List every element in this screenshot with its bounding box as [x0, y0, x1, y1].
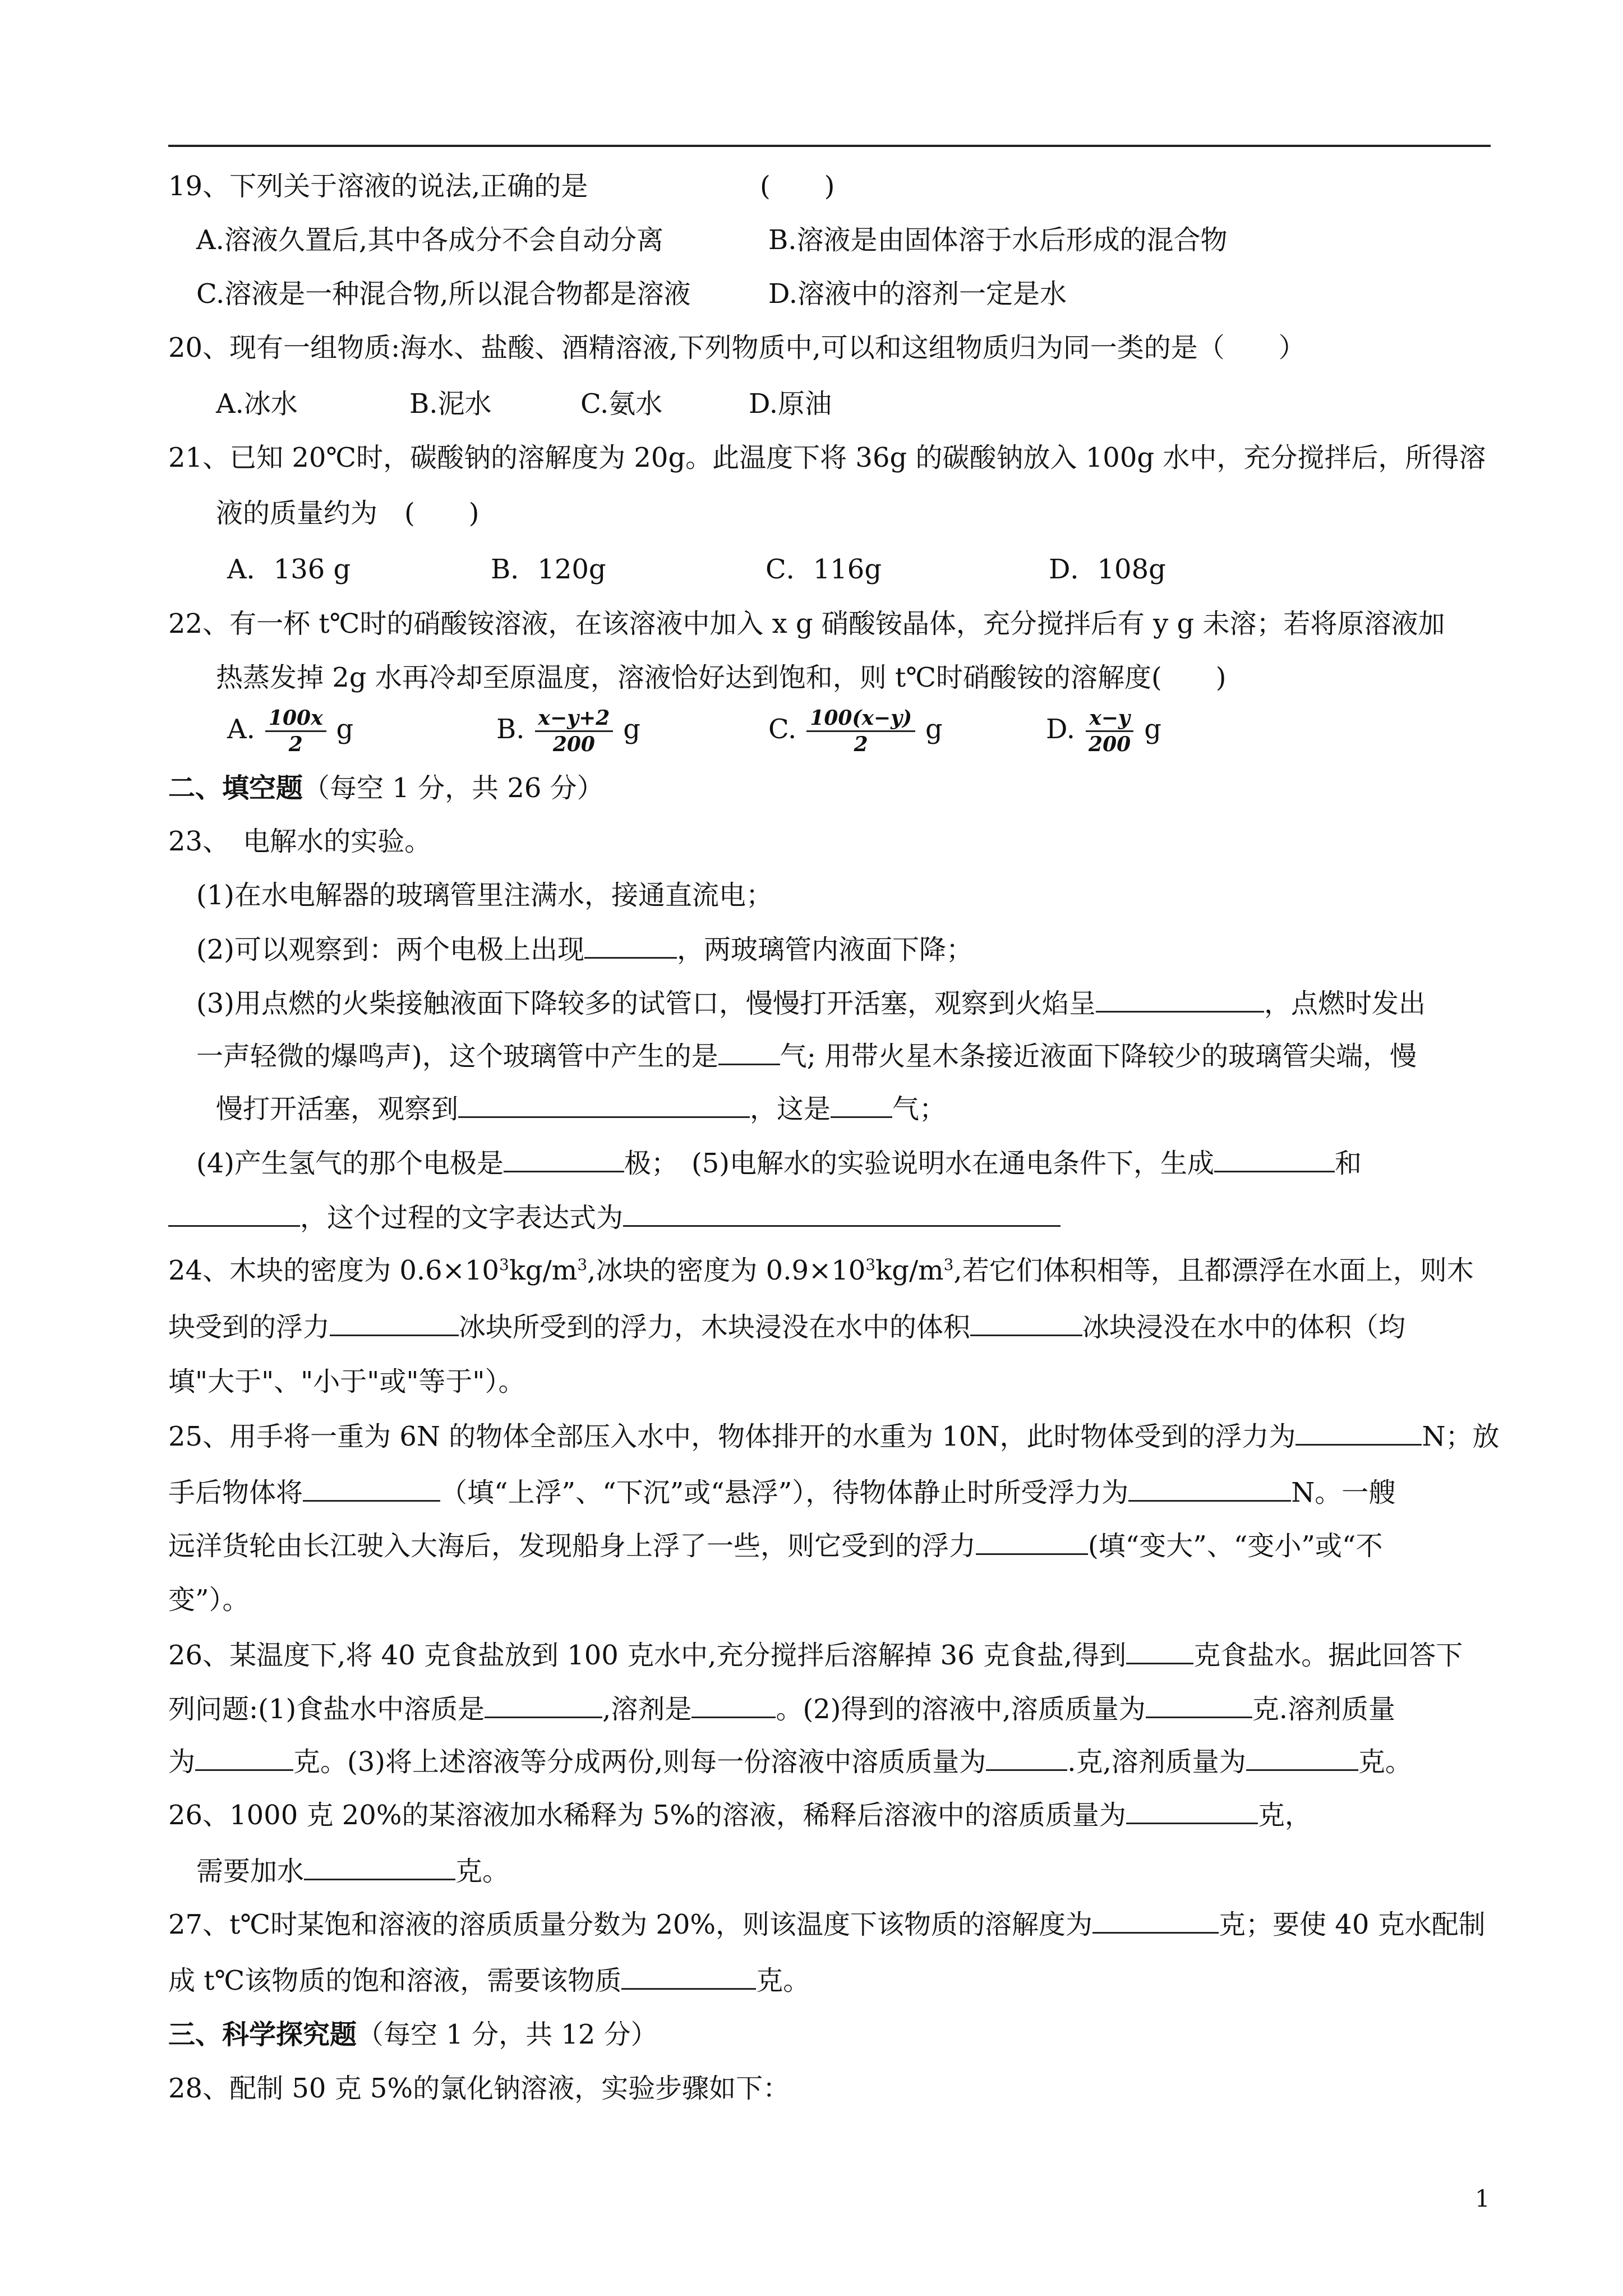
q22-b-fraction: $\frac{x-y+2}{200}$	[535, 706, 614, 757]
q22-c-fraction: $\frac{100(x-y)}{2}$	[806, 706, 915, 757]
answer-blank[interactable]	[458, 1092, 750, 1118]
q26a-line1: 26、某温度下,将 40 克食盐放到 100 克水中,充分搅拌后溶解掉 36 克食盐,得到 克食盐水。据此回答下	[168, 1638, 1463, 1672]
q21-stem-line1: 21、已知 20℃时，碳酸钠的溶解度为 20g。此温度下将 36g 的碳酸钠放入 100g 水中，充分搅拌后，所得溶	[168, 442, 1486, 473]
q21-option-d: D．108g	[1049, 554, 1166, 585]
page-number: 1	[1475, 2185, 1490, 2212]
answer-blank[interactable]	[970, 1310, 1082, 1336]
q24-line2: 块受到的浮力 冰块所受到的浮力，木块浸没在水中的体积 冰块浸没在水中的体积（均	[168, 1310, 1405, 1344]
q23-line7: ，这个过程的文字表达式为	[168, 1200, 1061, 1235]
q22-option-a: A. $\frac{100x}{2}$ g	[227, 706, 354, 756]
q22-d-fraction: $\frac{x-y}{200}$	[1085, 706, 1134, 757]
q23-line1: (1)在水电解器的玻璃管里注满水，接通直流电；	[196, 880, 773, 911]
answer-blank[interactable]	[195, 1745, 293, 1771]
q19-stem: 19、下列关于溶液的说法,正确的是	[168, 171, 588, 202]
q21-option-c: C．116g	[766, 554, 882, 585]
q24-line3: 填"大于"、"小于"或"等于"）。	[168, 1366, 525, 1397]
answer-blank[interactable]	[1126, 1638, 1193, 1664]
answer-blank[interactable]	[621, 1963, 756, 1990]
q20-option-a: A.冰水	[216, 388, 298, 420]
answer-blank[interactable]	[485, 1692, 602, 1718]
q23-line5: 慢打开活塞，观察到 ，这是 气；	[216, 1092, 946, 1126]
q28-stem: 28、配制 50 克 5%的氯化钠溶液，实验步骤如下：	[168, 2073, 790, 2104]
answer-blank[interactable]	[303, 1475, 440, 1502]
answer-blank[interactable]	[1128, 1475, 1291, 1502]
q19-option-b: B.溶液是由固体溶于水后形成的混合物	[768, 224, 1228, 256]
answer-blank[interactable]	[330, 1310, 459, 1336]
q25-line4: 变”）。	[168, 1584, 250, 1616]
q23-line2: (2)可以观察到：两个电极上出现 ，两玻璃管内液面下降；	[196, 932, 973, 967]
header-rule	[168, 145, 1491, 147]
answer-blank[interactable]	[976, 1529, 1088, 1555]
answer-blank[interactable]	[1096, 986, 1264, 1013]
q19-answer-paren: ( )	[760, 171, 835, 202]
answer-blank[interactable]	[986, 1745, 1067, 1771]
q22-option-d: D. $\frac{x-y}{200}$ g	[1046, 706, 1161, 756]
q27-line1: 27、t℃时某饱和溶液的溶质质量分数为 20%，则该温度下该物质的溶解度为 克；要使 40 克水配制	[168, 1907, 1486, 1941]
q22-stem-line1: 22、有一杯 t℃时的硝酸铵溶液，在该溶液中加入 x g 硝酸铵晶体，充分搅拌后有 y g 未溶；若将原溶液加	[168, 608, 1445, 639]
answer-blank[interactable]	[623, 1200, 1061, 1227]
q23-stem: 23、 电解水的实验。	[168, 826, 432, 857]
answer-blank[interactable]	[718, 1039, 780, 1065]
q20-option-d: D.原油	[749, 388, 832, 420]
q22-a-fraction: $\frac{100x}{2}$	[265, 706, 326, 757]
answer-blank[interactable]	[1214, 1146, 1335, 1172]
answer-blank[interactable]	[1246, 1745, 1358, 1771]
q23-line6: (4)产生氢气的那个电极是 极； (5)电解水的实验说明水在通电条件下，生成 和	[196, 1146, 1362, 1180]
answer-blank[interactable]	[1295, 1419, 1422, 1446]
q19-option-c: C.溶液是一种混合物,所以混合物都是溶液	[196, 278, 691, 310]
q19-option-d: D.溶液中的溶剂一定是水	[768, 278, 1067, 310]
q26a-line2: 列问题:(1)食盐水中溶质是 ,溶剂是 。(2)得到的溶液中,溶质质量为 克.溶剂质量	[168, 1692, 1395, 1726]
q20-stem: 20、现有一组物质:海水、盐酸、酒精溶液,下列物质中,可以和这组物质归为同一类的是（ ）	[168, 332, 1306, 364]
q19-option-a: A.溶液久置后,其中各成分不会自动分离	[196, 224, 664, 256]
answer-blank[interactable]	[584, 932, 677, 959]
q26a-line3: 为 克。(3)将上述溶液等分成两份,则每一份溶液中溶质质量为 .克,溶剂质量为 克。	[168, 1745, 1412, 1779]
q25-line2: 手后物体将 （填“上浮”、“下沉”或“悬浮”），待物体静止时所受浮力为 N。一艘	[168, 1475, 1395, 1510]
q27-line2: 成 t℃该物质的饱和溶液，需要该物质 克。	[168, 1963, 810, 1998]
answer-blank[interactable]	[1092, 1907, 1219, 1934]
q20-option-b: B.泥水	[409, 388, 492, 420]
q21-option-a: A．136 g	[227, 554, 351, 585]
q23-line4: 一声轻微的爆鸣声)，这个玻璃管中产生的是 气; 用带火星木条接近液面下降较少的玻璃管尖端，慢	[196, 1039, 1417, 1073]
section2-heading: 二、填空题（每空 1 分，共 26 分）	[168, 772, 604, 804]
q26b-line1: 26、1000 克 20%的某溶液加水稀释为 5%的溶液，稀释后溶液中的溶质质量为 克，	[168, 1798, 1312, 1832]
answer-blank[interactable]	[1146, 1692, 1252, 1718]
q26b-line2: 需要加水 克。	[196, 1854, 509, 1888]
q23-line3: (3)用点燃的火柴接触液面下降较多的试管口，慢慢打开活塞，观察到火焰呈 ，点燃时发出	[196, 986, 1426, 1020]
section3-heading: 三、科学探究题（每空 1 分，共 12 分）	[168, 2019, 658, 2050]
q21-stem-line2: 液的质量约为 ( )	[216, 498, 479, 529]
q21-option-b: B．120g	[491, 554, 606, 585]
answer-blank[interactable]	[691, 1692, 776, 1718]
q25-line3: 远洋货轮由长江驶入大海后，发现船身上浮了一些，则它受到的浮力 (填“变大”、“变小”或“不	[168, 1529, 1382, 1563]
answer-blank[interactable]	[831, 1092, 892, 1118]
q25-line1: 25、用手将一重为 6N 的物体全部压入水中，物体排开的水重为 10N，此时物体受到的浮力为 N；放	[168, 1419, 1500, 1453]
q24-line1: 24、木块的密度为 $0.6\times 10^3kg/m^3$,冰块的密度为 $0.9\times 10^3kg/m^3$,若它们体积相等，且都漂浮在水面上，则木	[168, 1255, 1474, 1286]
q22-option-b: B. $\frac{x-y+2}{200}$ g	[496, 706, 641, 756]
answer-blank[interactable]	[1126, 1798, 1258, 1824]
q22-stem-line2: 热蒸发掉 2g 水再冷却至原温度，溶液恰好达到饱和，则 t℃时硝酸铵的溶解度( )	[216, 662, 1227, 693]
q22-option-c: C. $\frac{100(x-y)}{2}$ g	[768, 706, 943, 756]
answer-blank[interactable]	[304, 1854, 455, 1880]
answer-blank[interactable]	[168, 1200, 300, 1227]
q20-option-c: C.氨水	[580, 388, 663, 420]
answer-blank[interactable]	[504, 1146, 624, 1172]
